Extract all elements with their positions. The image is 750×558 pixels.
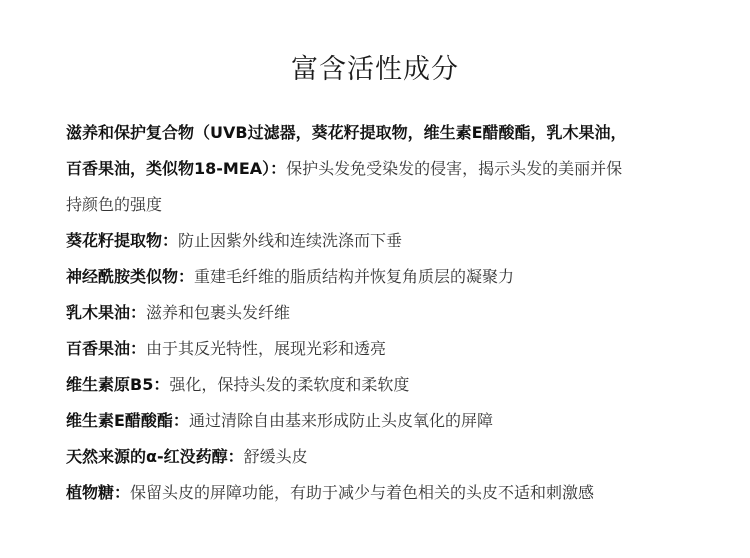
- ingredient-label: 葵花籽提取物：: [66, 231, 179, 250]
- intro-label-part-2: 百香果油，类似物18-MEA）：: [66, 159, 287, 178]
- ingredient-item: [66, 331, 696, 367]
- ingredient-label: 乳木果油：: [66, 303, 147, 322]
- ingredient-label: 百香果油：: [66, 339, 147, 358]
- ingredient-label: 神经酰胺类似物：: [66, 267, 195, 286]
- intro-line-1: [66, 115, 696, 151]
- intro-line-2: [66, 151, 696, 187]
- ingredient-description: 强化，保持头发的柔软度和柔软度: [169, 375, 410, 394]
- ingredient-item: [66, 259, 696, 295]
- ingredient-description: 舒缓头皮: [243, 447, 308, 466]
- ingredient-item: [66, 367, 696, 403]
- ingredient-item: [66, 403, 696, 439]
- intro-line-3: [66, 187, 696, 223]
- ingredient-description: 通过清除自由基来形成防止头皮氧化的屏障: [188, 411, 493, 430]
- ingredient-item: [66, 223, 696, 259]
- ingredient-description: 重建毛纤维的脂质结构并恢复角质层的凝聚力: [194, 267, 515, 286]
- ingredient-item: [66, 439, 696, 475]
- ingredient-description: 由于其反光特性，展现光彩和透亮: [146, 339, 387, 358]
- ingredient-label: 维生素原B5：: [66, 375, 170, 394]
- intro-description-part-1: 保护头发免受染发的侵害，揭示头发的美丽并保: [286, 159, 623, 178]
- intro-description-part-2: 持颜色的强度: [66, 195, 163, 214]
- ingredient-item: [66, 475, 696, 511]
- ingredients-list: [66, 115, 696, 511]
- ingredient-description: 防止因紫外线和连续洗涤而下垂: [178, 231, 403, 250]
- ingredient-label: 维生素E醋酸酯：: [66, 411, 189, 430]
- ingredient-label: 天然来源的α-红没药醇：: [66, 447, 244, 466]
- ingredient-label: 植物糖：: [66, 483, 131, 502]
- ingredient-description: 保留头皮的屏障功能，有助于减少与着色相关的头皮不适和刺激感: [130, 483, 595, 502]
- page-title: 富含活性成分: [291, 54, 459, 85]
- ingredient-description: 滋养和包裹头发纤维: [146, 303, 291, 322]
- intro-label-part-1: 滋养和保护复合物（UVB过滤器，葵花籽提取物，维生素E醋酸酯，乳木果油，: [66, 123, 627, 142]
- ingredient-item: [66, 295, 696, 331]
